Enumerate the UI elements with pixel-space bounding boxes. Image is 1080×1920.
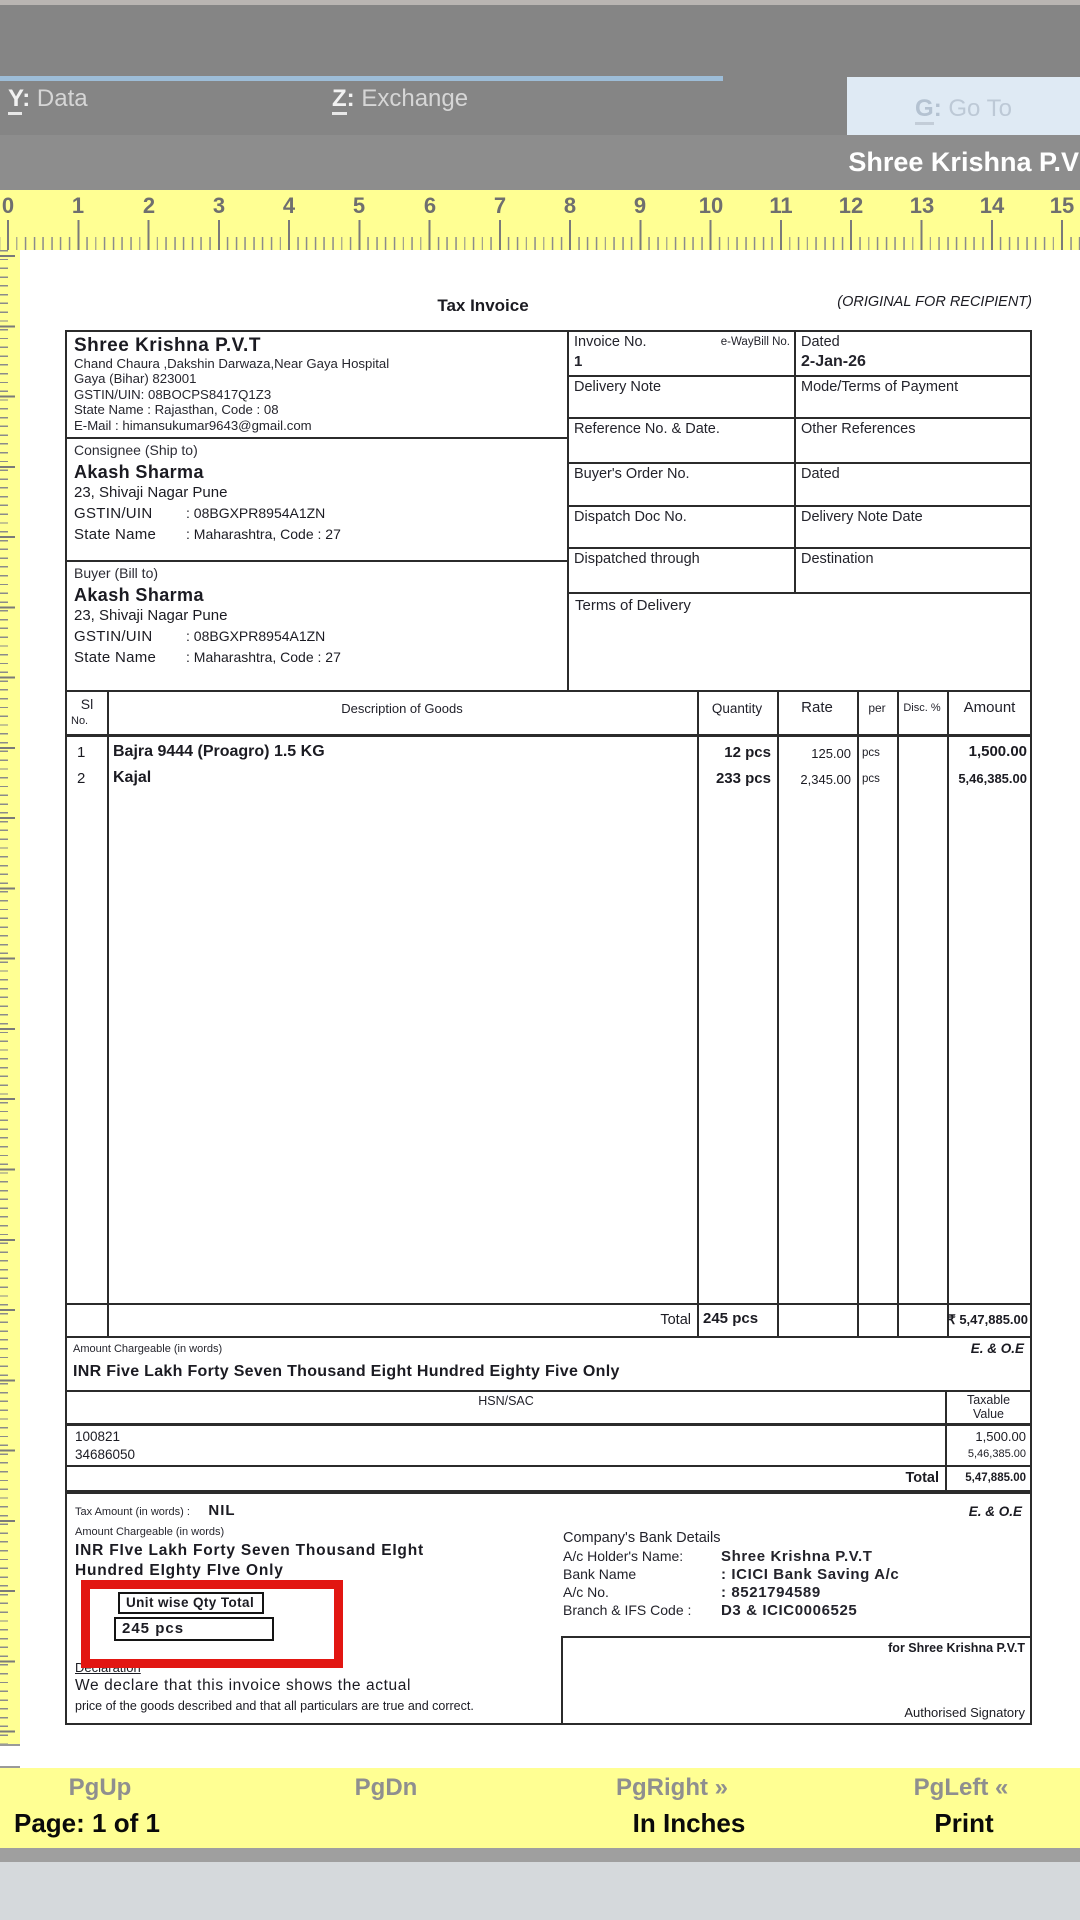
buyer-block: [67, 562, 567, 690]
menu-label-exchange: Exchange: [361, 85, 469, 112]
meta-label-delivery-note-date: Delivery Note Date: [794, 507, 1030, 547]
item-sl: 2: [77, 770, 86, 787]
horizontal-ruler: [0, 190, 1080, 250]
bottom-background-area: [0, 1862, 1080, 1920]
declaration-line1: We declare that this invoice shows the actual: [75, 1677, 412, 1694]
invoice-date-value: 2-Jan-26: [801, 353, 866, 370]
invoice-document: [65, 278, 1032, 1725]
buyer-label: Buyer (Bill to): [74, 565, 159, 581]
consignee-state: State Name : Maharashtra, Code : 27: [74, 526, 341, 543]
item-per: pcs: [862, 747, 880, 759]
ruler-number: 14: [979, 193, 1005, 218]
signature-box: [561, 1636, 1030, 1723]
meta-row: [569, 377, 1030, 419]
bank-details-title: Company's Bank Details: [563, 1530, 721, 1546]
item-rate: 2,345.00: [800, 772, 851, 787]
item-per: pcs: [862, 773, 880, 785]
seller-state: State Name : Rajasthan, Code : 08: [74, 402, 279, 418]
column-line: [777, 692, 779, 1336]
unitwise-qty-label: Unit wise Qty Total: [118, 1592, 264, 1614]
hsn-code: 34686050: [75, 1447, 136, 1462]
top-menu-bar: [0, 5, 1080, 135]
terms-of-delivery: Terms of Delivery: [575, 597, 691, 614]
ruler-number: 7: [493, 193, 507, 218]
invoice-page: [20, 250, 1080, 1768]
ruler-number: 15: [1049, 193, 1075, 218]
total-separator: [67, 1303, 1030, 1305]
unitwise-qty-value: 245 pcs: [114, 1617, 274, 1641]
invoice-header: [65, 330, 1032, 692]
ruler-number: 11: [769, 193, 793, 218]
ruler-number: 1: [71, 193, 85, 218]
amount-in-words: INR Five Lakh Forty Seven Thousand Eight Hundred Eighty Five Only: [73, 1363, 620, 1380]
buyer-state: State Name : Maharashtra, Code : 27: [74, 649, 341, 666]
topbar-divider-line: [0, 76, 723, 81]
meta-label-payment-terms: Mode/Terms of Payment: [794, 377, 1030, 417]
amount-in-words-block: [65, 1338, 1032, 1390]
header-separator: [67, 734, 1030, 737]
amount-chargeable-label-2: Amount Chargeable (in words): [75, 1526, 225, 1538]
meta-label-dated: Dated: [801, 334, 840, 350]
invoice-title: Tax Invoice: [437, 296, 529, 315]
menu-key-y: Y: [8, 85, 22, 115]
col-header-sl: Sl: [80, 696, 94, 712]
signature-for-line: for Shree Krishna P.V.T: [888, 1641, 1025, 1655]
meta-label-buyers-order: Buyer's Order No.: [574, 466, 690, 482]
col-header-description: Description of Goods: [341, 701, 463, 716]
meta-label-dispatched-through: Dispatched through: [574, 551, 700, 567]
menu-item-data[interactable]: Y: Data: [8, 85, 88, 113]
invoice-meta-grid: [567, 332, 1030, 690]
items-table: [65, 692, 1032, 1338]
invoice-copy-type: (ORIGINAL FOR RECIPIENT): [837, 294, 1032, 310]
seller-address-line: Gaya (Bihar) 823001: [74, 371, 197, 387]
pgdn-button[interactable]: PgDn: [354, 1774, 418, 1801]
ruler-number: 9: [633, 193, 647, 218]
hsn-total-separator: [67, 1465, 1030, 1467]
ruler-number: 12: [838, 193, 864, 218]
item-amount: 1,500.00: [968, 743, 1027, 760]
hsn-taxable-value: 5,46,385.00: [967, 1448, 1026, 1460]
goto-button[interactable]: G: Go To: [847, 77, 1080, 140]
seller-block: [67, 332, 567, 439]
column-line: [897, 692, 899, 1336]
col-header-disc: Disc. %: [903, 702, 941, 714]
bank-name-row: Bank Name : ICICI Bank Saving A/c: [563, 1566, 900, 1583]
seller-gstin: GSTIN/UIN: 08BOCPS8417Q1Z3: [74, 386, 272, 402]
bank-holder-row: A/c Holder's Name: Shree Krishna P.V.T: [563, 1548, 873, 1565]
consignee-name: Akash Sharma: [74, 462, 204, 482]
hsn-taxable-header-1: Taxable: [966, 1393, 1011, 1407]
meta-label-dispatch-doc: Dispatch Doc No.: [574, 509, 687, 525]
hsn-code: 100821: [75, 1429, 121, 1444]
ruler-number: 8: [563, 193, 577, 218]
meta-row: [569, 549, 1030, 594]
pgleft-button[interactable]: PgLeft «: [913, 1774, 1009, 1801]
hsn-header-separator: [67, 1423, 1030, 1426]
hsn-taxable-value: 1,500.00: [975, 1429, 1026, 1444]
hsn-total-label: Total: [905, 1470, 939, 1486]
items-total-quantity: 245 pcs: [703, 1310, 759, 1327]
company-title: Shree Krishna P.V: [848, 147, 1079, 177]
item-rate: 125.00: [811, 746, 851, 761]
buyer-gstin: GSTIN/UIN : 08BGXPR8954A1ZN: [74, 628, 326, 645]
col-header-sl-no: No.: [71, 715, 89, 727]
buyer-name: Akash Sharma: [74, 585, 204, 605]
column-line: [107, 692, 109, 1336]
meta-label-invoice-no: Invoice No.: [574, 334, 647, 350]
company-title-bar: [0, 135, 1080, 190]
seller-name: Shree Krishna P.V.T: [74, 335, 261, 356]
hsn-taxable-header-2: Value: [972, 1407, 1005, 1421]
seller-address-line: Chand Chaura ,Dakshin Darwaza,Near Gaya Hospital: [74, 356, 390, 371]
consignee-block: [67, 439, 567, 562]
item-quantity: 12 pcs: [724, 744, 771, 761]
eoe-note-2: E. & O.E: [968, 1504, 1022, 1519]
col-header-per: per: [868, 701, 886, 715]
invoice-caption: [65, 278, 1032, 330]
meta-label-other-references: Other References: [794, 419, 1030, 462]
meta-row: [569, 507, 1030, 549]
declaration-title: Declaration: [75, 1660, 141, 1675]
eoe-note: E. & O.E: [970, 1341, 1024, 1356]
bottom-navigation-bar: [0, 1768, 1080, 1848]
page-indicator: Page: 1 of 1: [14, 1808, 160, 1838]
hsn-table: [65, 1390, 1032, 1492]
items-total-label: Total: [660, 1312, 691, 1328]
item-description: Bajra 9444 (Proagro) 1.5 KG: [113, 743, 325, 760]
column-line: [697, 692, 699, 1336]
menu-label-data: Data: [36, 85, 88, 112]
consignee-address: 23, Shivaji Nagar Pune: [74, 484, 228, 501]
buyer-address: 23, Shivaji Nagar Pune: [74, 607, 228, 624]
unitwise-qty-annotation-box: [81, 1580, 343, 1668]
meta-label-order-dated: Dated: [794, 464, 1030, 505]
item-description: Kajal: [113, 769, 152, 786]
declaration-line2: price of the goods described and that all particulars are true and correct.: [75, 1699, 474, 1713]
amount-chargeable-label: Amount Chargeable (in words): [73, 1343, 223, 1355]
amount-in-words-line2: Hundred EIghty FIve Only: [75, 1562, 284, 1579]
amount-in-words-line1: INR FIve Lakh Forty Seven Thousand EIght: [75, 1542, 424, 1559]
menu-key-z: Z: [332, 85, 347, 115]
menu-item-exchange[interactable]: Z: Exchange: [332, 85, 468, 113]
item-sl: 1: [77, 744, 86, 761]
ruler-number: 6: [423, 193, 437, 218]
item-quantity: 233 pcs: [715, 770, 771, 787]
col-header-rate: Rate: [801, 699, 833, 716]
consignee-gstin: GSTIN/UIN : 08BGXPR8954A1ZN: [74, 505, 326, 522]
hsn-header: HSN/SAC: [478, 1394, 534, 1408]
meta-row: [569, 419, 1030, 464]
meta-label-destination: Destination: [794, 549, 1030, 592]
meta-label-reference: Reference No. & Date.: [574, 421, 720, 437]
column-line: [857, 692, 859, 1336]
units-button[interactable]: In Inches: [632, 1808, 746, 1838]
bank-account-row: A/c No. : 8521794589: [563, 1584, 821, 1601]
ruler-number: 0: [1, 193, 15, 218]
col-header-quantity: Quantity: [711, 701, 763, 716]
pgright-button[interactable]: PgRight »: [616, 1774, 728, 1801]
bank-ifs-row: Branch & IFS Code : D3 & ICIC0006525: [563, 1602, 858, 1619]
meta-row: [569, 464, 1030, 507]
pgup-button[interactable]: PgUp: [68, 1774, 132, 1801]
bottom-gray-strip: [0, 1848, 1080, 1862]
col-header-amount: Amount: [963, 699, 1016, 716]
authorised-signatory-label: Authorised Signatory: [904, 1705, 1025, 1720]
menu-key-g: G: [915, 95, 934, 125]
tax-amount-words: Tax Amount (in words) : NIL: [75, 1502, 236, 1519]
print-button[interactable]: Print: [934, 1808, 994, 1838]
item-amount: 5,46,385.00: [958, 771, 1027, 786]
ruler-number: 3: [212, 193, 226, 218]
items-total-amount: ₹ 5,47,885.00: [947, 1312, 1028, 1327]
ruler-number: 5: [352, 193, 366, 218]
meta-label-ewaybill: e-WayBill No.: [720, 336, 790, 348]
hsn-total-value: 5,47,885.00: [965, 1472, 1026, 1484]
ruler-number: 2: [142, 193, 156, 218]
consignee-label: Consignee (Ship to): [74, 442, 198, 458]
goto-label: Go To: [948, 94, 1012, 122]
ruler-number: 13: [909, 193, 935, 218]
meta-label-delivery-note: Delivery Note: [574, 379, 662, 395]
ruler-number: 4: [282, 193, 296, 218]
invoice-number-value: 1: [574, 353, 583, 370]
seller-email: E-Mail : himansukumar9643@gmail.com: [74, 417, 312, 433]
column-line: [947, 692, 949, 1336]
meta-row: [569, 332, 1030, 377]
invoice-footer: [65, 1492, 1032, 1725]
ruler-number: 10: [698, 193, 724, 218]
vertical-ruler: [0, 250, 20, 1768]
